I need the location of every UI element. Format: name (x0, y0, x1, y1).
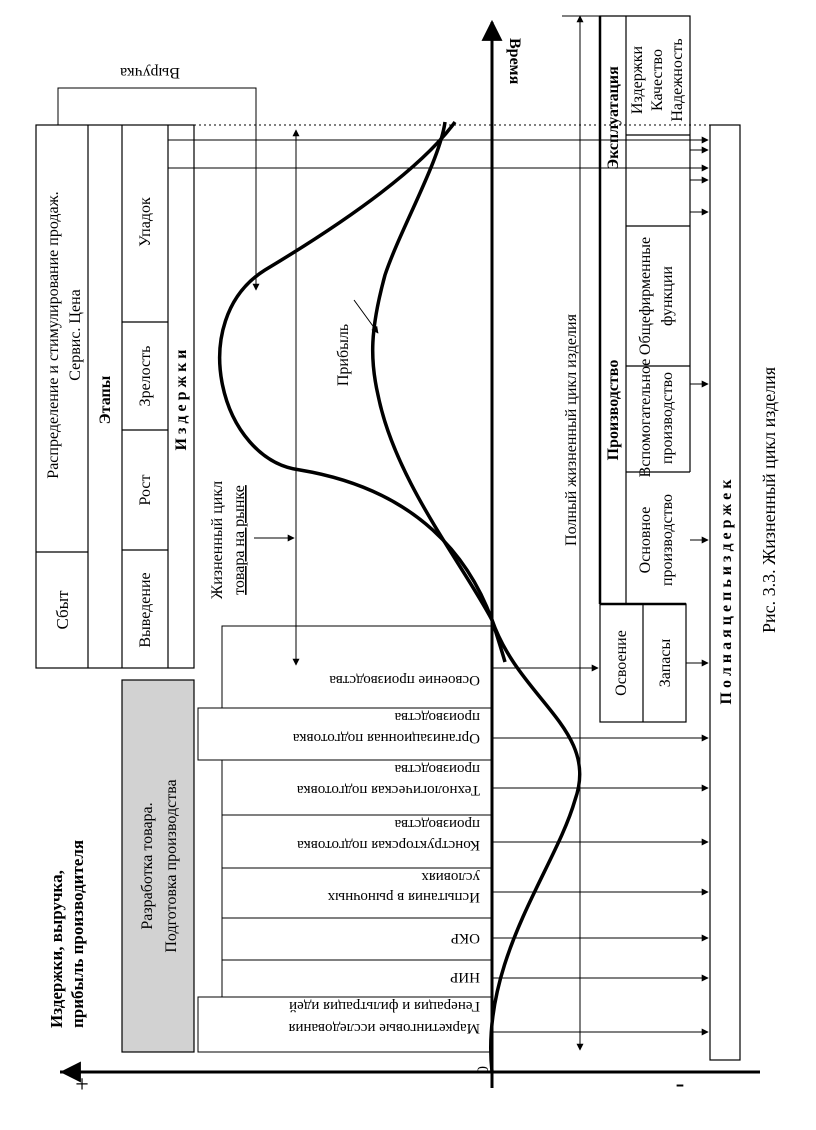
revenue-curve (220, 122, 505, 662)
aux-prod-1: Вспомогательное (637, 358, 654, 478)
figure-caption: Рис. 3.3. Жизненный цикл изделия (759, 366, 779, 634)
op-quality: Качество (649, 48, 666, 112)
stocks-label: Запасы (657, 638, 674, 688)
full-cycle-label: Полный жизненный цикл изделия (563, 314, 580, 546)
production-label: Производство (605, 359, 622, 461)
stage-introduction: Выведение (137, 572, 154, 648)
market-cycle-line2: товара на рынке (231, 485, 248, 595)
stage-organization-2: производства (394, 709, 480, 725)
stage-marketing-1: Маркетинговые исследования (288, 1020, 480, 1036)
sales-desc-1: Распределение и стимулирование продаж. (45, 191, 62, 479)
op-reliability: Надежность (669, 38, 686, 122)
stages-title: Этапы (97, 375, 114, 425)
operation-label: Эксплуатация (605, 66, 622, 170)
stage-technology-2: производства (394, 761, 480, 777)
minus-sign: - (675, 1069, 685, 1098)
stage-organization-1: Организационная подготовка (292, 730, 480, 746)
stage-mastering: Освоение производства (329, 672, 480, 688)
stage-testing-2: условиях (421, 869, 480, 885)
general-2: функции (659, 266, 676, 326)
stage-growth: Рост (137, 474, 154, 506)
revenue-bracket (58, 88, 256, 125)
zero-label: 0 (475, 1066, 492, 1074)
stage-technology-1: Технологическая подготовка (296, 782, 480, 798)
stage-okr: ОКР (450, 930, 480, 946)
stage-design-1: Конструкторская подготовка (297, 837, 480, 853)
revenue-label: Выручка (120, 64, 180, 81)
aux-prod-2: производство (659, 371, 676, 465)
mastering-label: Освоение (613, 630, 630, 696)
plus-sign: + (75, 1072, 89, 1098)
development-box (122, 680, 194, 1052)
stage-design-2: производства (394, 816, 480, 832)
main-prod-1: Основное (637, 506, 654, 574)
axis-title-line2: прибыль производителя (68, 839, 87, 1028)
sales-label: Сбыт (53, 590, 72, 630)
main-prod-2: производство (659, 493, 676, 587)
development-line1: Разработка товара. (139, 802, 156, 930)
market-cycle-line1: Жизненный цикл (209, 480, 226, 600)
stage-nir: НИР (449, 969, 480, 985)
op-costs: Издержки (629, 45, 646, 115)
profit-curve (373, 122, 580, 1072)
stage-maturity: Зрелость (137, 345, 154, 407)
axis-title-line1: Издержки, выручка, (47, 870, 66, 1028)
stage-decline: Упадок (137, 197, 154, 247)
time-label: Время (506, 38, 523, 85)
cost-chain-label: П о л н а я ц е п ь и з д е р ж е к (718, 479, 735, 705)
stage-marketing-2: Генерация и фильтрация идей (289, 998, 480, 1014)
stage-testing-1: Испытания в рыночных (327, 889, 480, 905)
profit-label: Прибыль (335, 323, 352, 387)
development-line2: Подготовка производства (163, 779, 180, 953)
costs-label: И з д е р ж к и (173, 349, 190, 451)
general-1: Общефирменные (637, 236, 654, 356)
sales-desc-2: Сервис. Цена (67, 289, 84, 381)
